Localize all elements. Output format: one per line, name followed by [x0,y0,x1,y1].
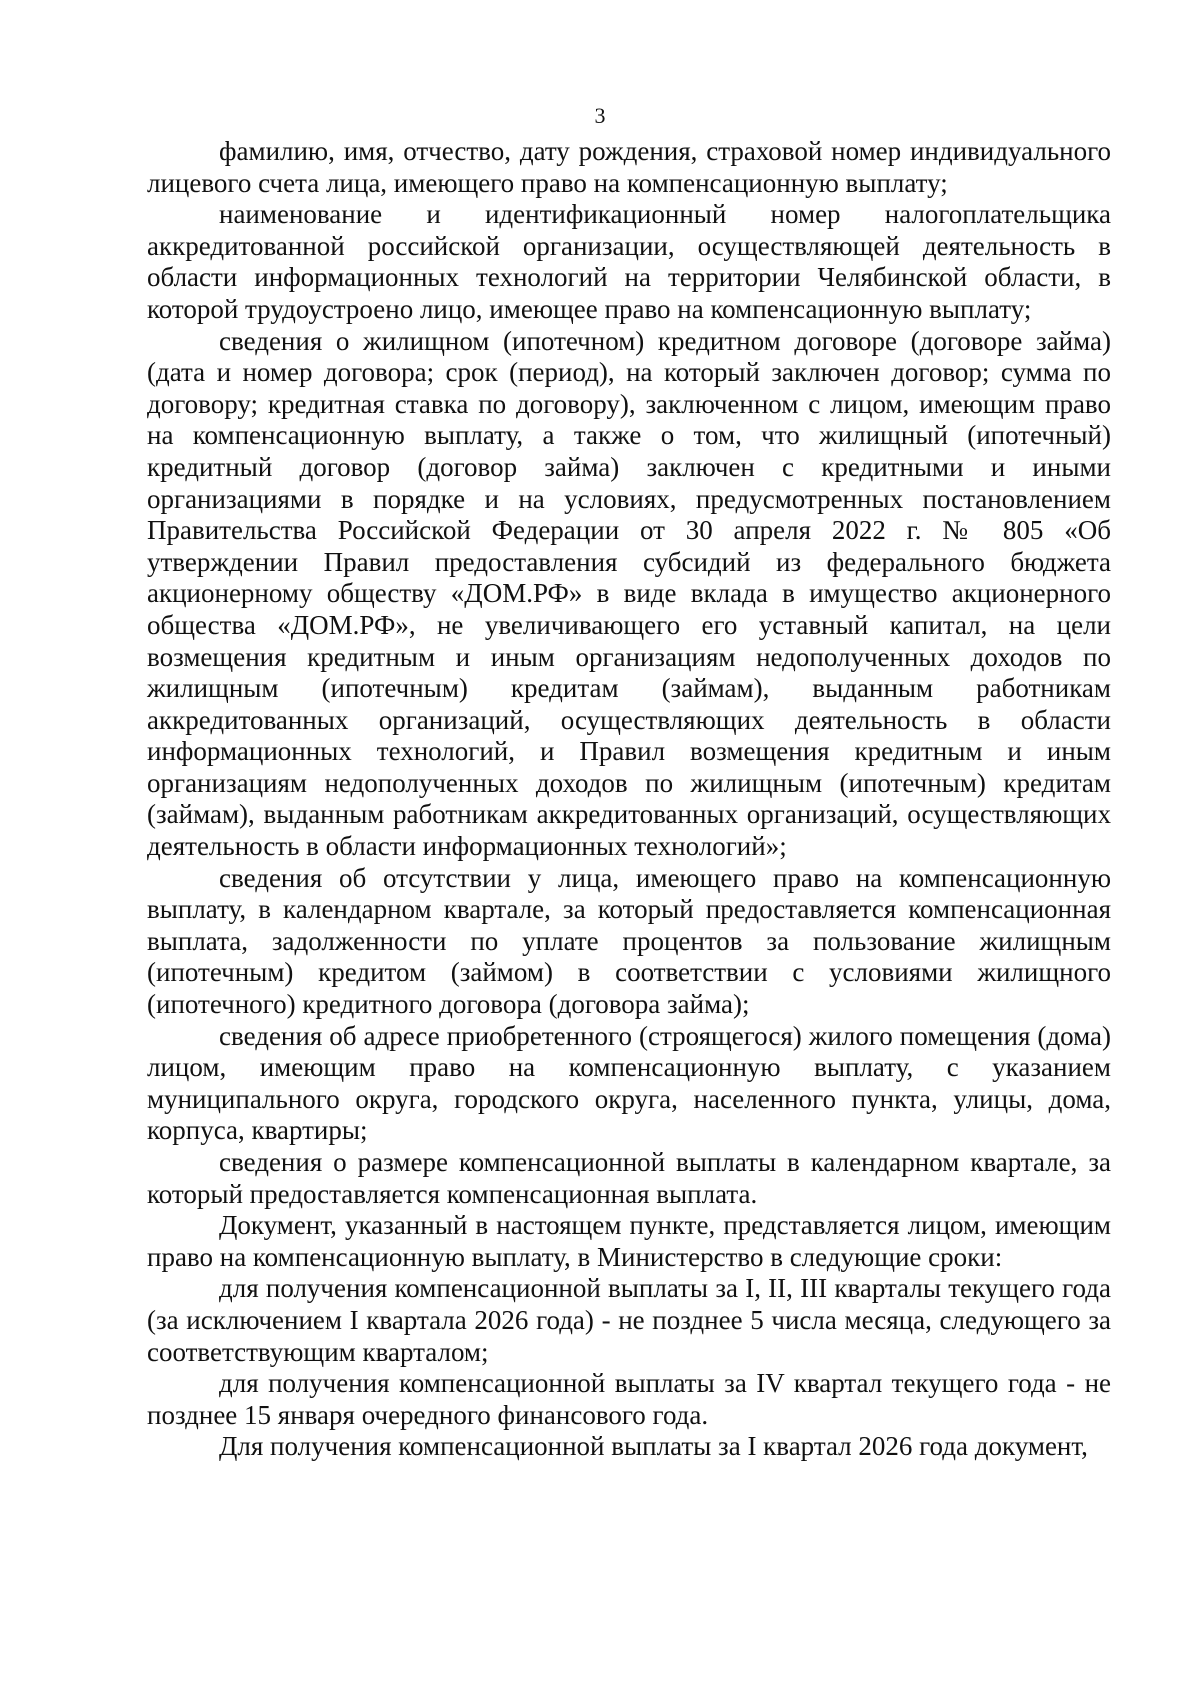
paragraph-quarters-1-3: для получения компенсационной выплаты за I, II, III кварталы текущего года (за исключением I квартала 2026 года) - не позднее 5 числа месяца, следующего за соответствующим кварталом; [147,1273,1111,1367]
paragraph-quarter-4: для получения компенсационной выплаты за IV квартал текущего года - не позднее 15 января очередного финансового года. [147,1368,1111,1430]
paragraph-no-debt: сведения об отсутствии у лица, имеющего право на компенсационную выплату, в календарном квартале, за который предоставляется компенсационная выплата, задолженности по уплате процентов за пользование жилищным (ипотечным) кредитом (займом) в соответствии с условиями жилищного (ипотечного) кредитного договора (договора займа); [147,862,1111,1020]
paragraph-payment-amount: сведения о размере компенсационной выплаты в календарном квартале, за который предоставляется компенсационная выплата. [147,1147,1111,1209]
paragraph-employer-organization: наименование и идентификационный номер налогоплательщика аккредитованной российской организации, осуществляющей деятельность в области информационных технологий на территории Челябинской области, в которой трудоустроено лицо, имеющее право на компенсационную выплату; [147,199,1111,324]
paragraph-quarter-1-2026: Для получения компенсационной выплаты за I квартал 2026 года документ, [219,1431,1088,1462]
paragraph-submission-deadlines: Документ, указанный в настоящем пункте, представляется лицом, имеющим право на компенсационную выплату, в Министерство в следующие сроки: [147,1210,1111,1272]
page-number: 3 [594,103,606,128]
paragraph-mortgage-agreement: сведения о жилищном (ипотечном) кредитном договоре (договоре займа) (дата и номер договора; срок (период), на который заключен договор; сумма по договору; кредитная ставка по договору), заключенном с лицом, имеющим право на компенсационную выплату, а также о том, что жилищный (ипотечный) кредитный договор (договор займа) заключен с кредитными и иными организациями в порядке и на условиях, предусмотренных постановлением Правительства Российской Федерации от 30 апреля 2022 г. № 805 «Об утверждении Правил предоставления субсидий из федерального бюджета акционерному обществу «ДОМ.РФ» в виде вклада в имущество акционерного общества «ДОМ.РФ», не увеличивающего его уставный капитал, на цели возмещения кредитным и иным организациям недополученных доходов по жилищным (ипотечным) кредитам (займам), выданным работникам аккредитованных организаций, осуществляющих деятельность в области информационных технологий, и Правил возмещения кредитным и иным организациям недополученных доходов по жилищным (ипотечным) кредитам (займам), выданным работникам аккредитованных организаций, осуществляющих деятельность в области информационных технологий»; [147,325,1111,862]
paragraph-applicant-personal-data: фамилию, имя, отчество, дату рождения, страховой номер индивидуального лицевого счета лица, имеющего право на компенсационную выплату; [147,136,1111,198]
document-body [147,136,1111,1463]
paragraph-property-address: сведения об адресе приобретенного (строящегося) жилого помещения (дома) лицом, имеющим право на компенсационную выплату, с указанием муниципального округа, городского округа, населенного пункта, улицы, дома, корпуса, квартиры; [147,1020,1111,1146]
